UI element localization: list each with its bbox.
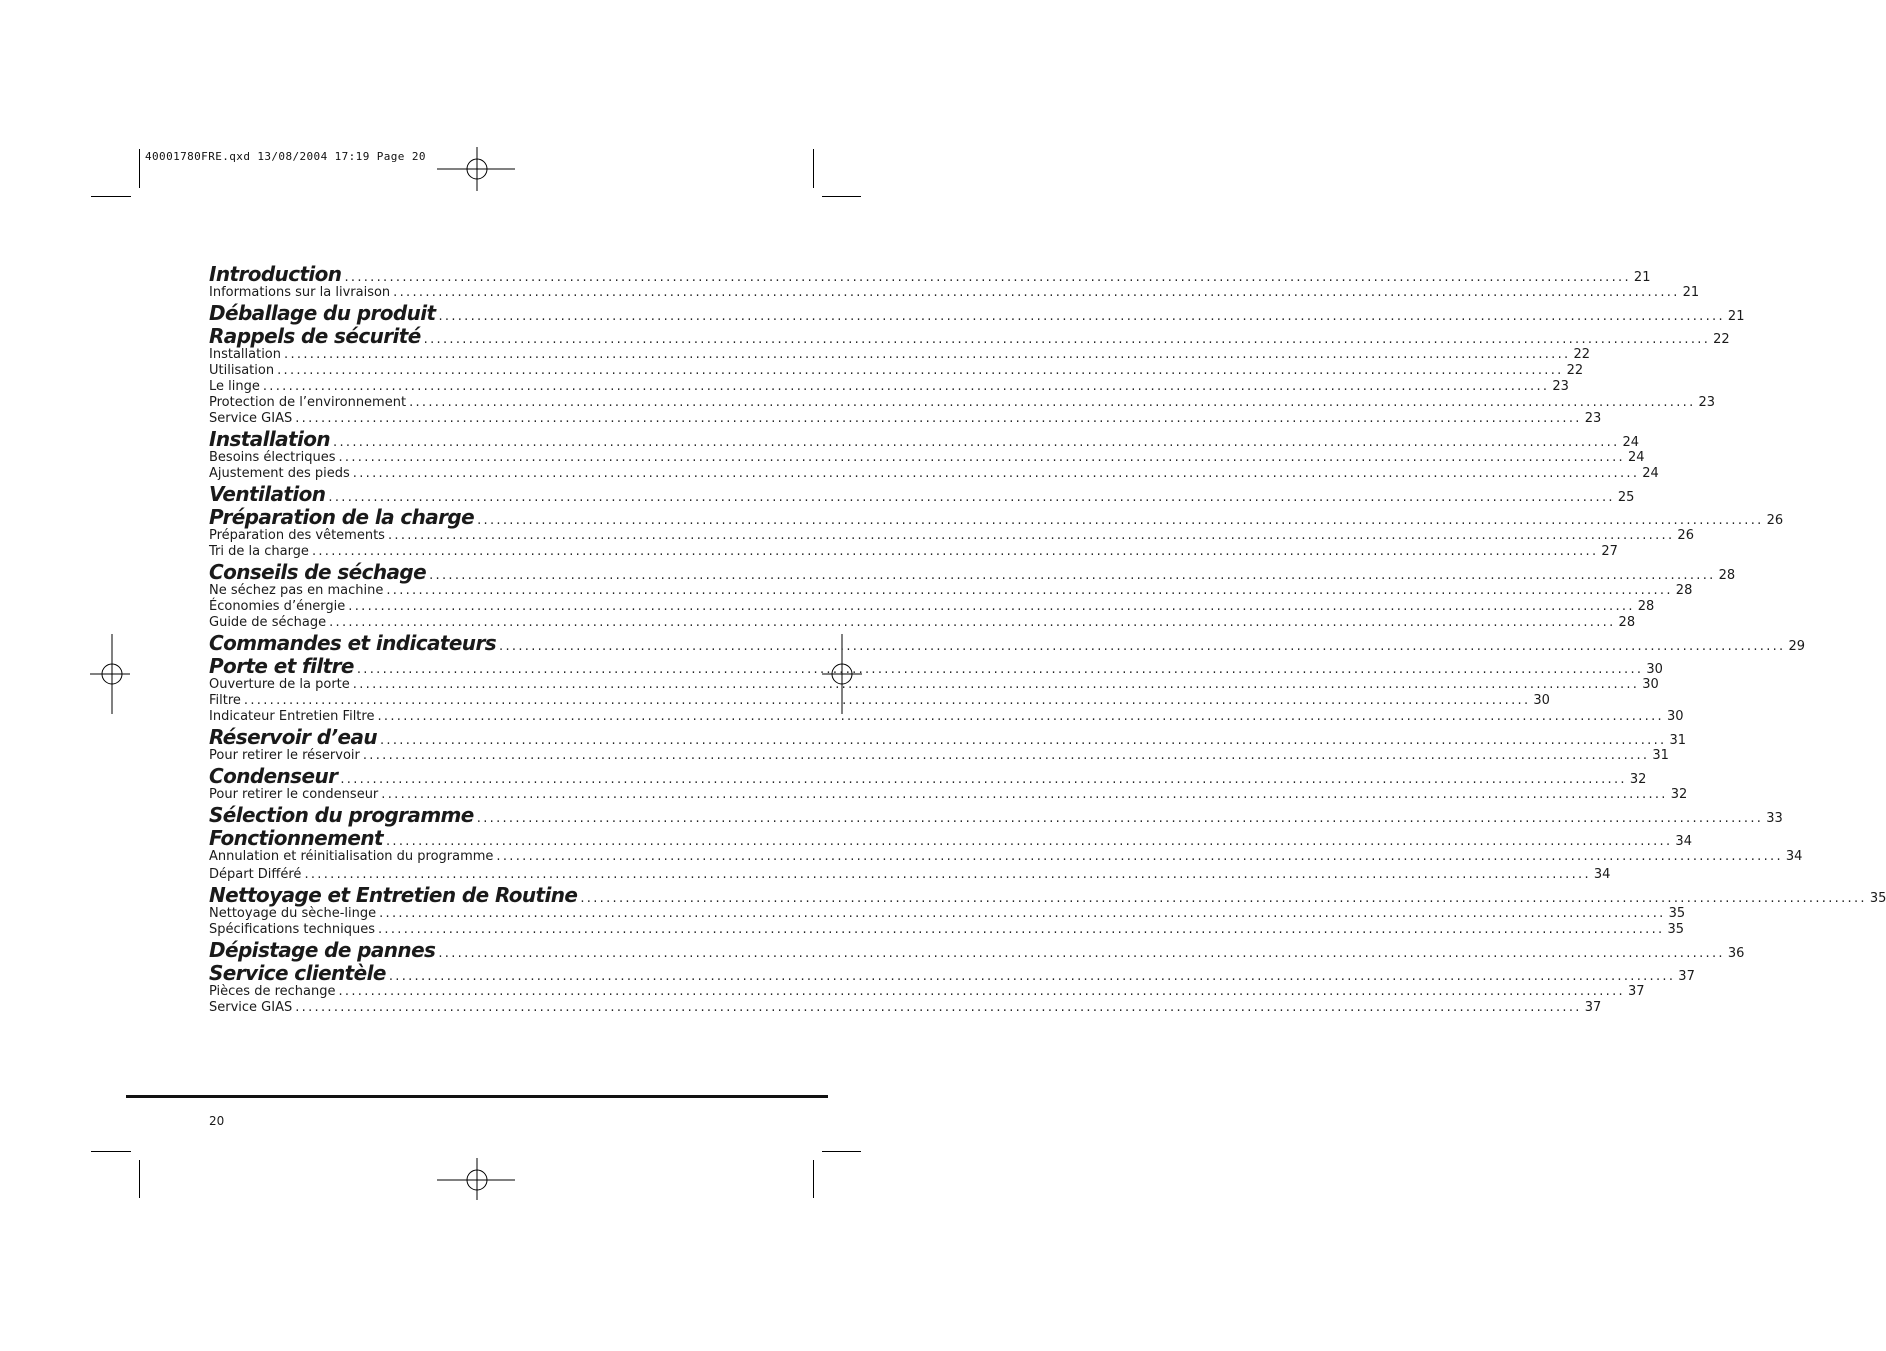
toc-subsection-entry: [209, 395, 1716, 411]
toc-entry-page: 30: [1642, 677, 1659, 692]
toc-dot-leader: ........................................................................................................................................................................................................: [386, 583, 1673, 598]
toc-dot-leader: ........................................................................................................................................................................................................: [352, 466, 1640, 481]
toc-dot-leader: ........................................................................................................................................................................................................: [243, 693, 1531, 708]
toc-entry-title: Indicateur Entretien Filtre: [209, 709, 375, 724]
toc-entry-title: Le linge: [209, 379, 260, 394]
toc-entry-title: Ventilation: [209, 482, 326, 506]
toc-entry-page: 31: [1652, 748, 1669, 763]
toc-dot-leader: ........................................................................................................................................................................................................: [277, 363, 1564, 378]
toc-entry-title: Pièces de rechange: [209, 984, 336, 999]
toc-entry-page: 28: [1618, 615, 1636, 630]
toc-entry-title: Introduction: [209, 262, 342, 286]
toc-section-entry: [209, 482, 1635, 506]
toc-entry-title: Sélection du programme: [209, 803, 474, 827]
toc-dot-leader: ........................................................................................................................................................................................................: [328, 490, 1615, 505]
crop-mark-top-right-horizontal: [822, 196, 861, 197]
toc-entry-title: Installation: [209, 347, 282, 362]
toc-entry-page: 24: [1627, 450, 1645, 465]
toc-entry-title: Réservoir d’eau: [209, 725, 377, 749]
toc-entry-page: 36: [1727, 946, 1745, 961]
toc-entry-page: 23: [1584, 411, 1602, 426]
toc-subsection-entry: [209, 867, 1611, 883]
toc-dot-leader: ........................................................................................................................................................................................................: [344, 270, 1631, 285]
toc-dot-leader: ........................................................................................................................................................................................................: [295, 411, 1582, 426]
toc-entry-page: 35: [1869, 891, 1886, 906]
toc-section-entry: [209, 427, 1640, 451]
toc-dot-leader: ........................................................................................................................................................................................................: [476, 811, 1764, 826]
toc-dot-leader: ........................................................................................................................................................................................................: [580, 891, 1867, 906]
toc-dot-leader: ........................................................................................................................................................................................................: [429, 568, 1716, 583]
toc-entry-title: Rappels de sécurité: [209, 324, 421, 348]
toc-entry-title: Fonctionnement: [209, 826, 383, 850]
toc-dot-leader: ........................................................................................................................................................................................................: [356, 662, 1644, 677]
toc-section-entry: [209, 560, 1736, 584]
toc-dot-leader: ........................................................................................................................................................................................................: [348, 599, 1635, 614]
toc-entry-title: Guide de séchage: [209, 615, 327, 630]
toc-entry-page: 32: [1670, 787, 1688, 802]
toc-dot-leader: ........................................................................................................................................................................................................: [496, 849, 1783, 864]
toc-dot-leader: ........................................................................................................................................................................................................: [438, 946, 1725, 961]
toc-dot-leader: ........................................................................................................................................................................................................: [438, 309, 1725, 324]
toc-entry-page: 30: [1666, 709, 1684, 724]
toc-subsection-entry: [209, 615, 1636, 631]
toc-entry-title: Filtre: [209, 693, 241, 708]
toc-entry-title: Installation: [209, 427, 331, 451]
toc-subsection-entry: [209, 906, 1686, 922]
toc-entry-page: 34: [1785, 849, 1803, 864]
toc-section-entry: [209, 803, 1783, 827]
crop-mark-top-right-vertical: [813, 149, 814, 188]
registration-mark-top-icon: [437, 147, 517, 191]
toc-section-entry: [209, 725, 1686, 749]
toc-entry-page: 28: [1637, 599, 1655, 614]
toc-section-entry: [209, 826, 1692, 850]
toc-entry-page: 24: [1622, 435, 1640, 450]
toc-entry-page: 26: [1766, 513, 1784, 528]
toc-entry-title: Dépistage de pannes: [209, 938, 436, 962]
toc-subsection-entry: [209, 528, 1694, 544]
toc-subsection-entry: [209, 450, 1645, 466]
toc-entry-title: Conseils de séchage: [209, 560, 427, 584]
crop-mark-top-left-horizontal: [91, 196, 131, 197]
toc-entry-title: Commandes et indicateurs: [209, 631, 497, 655]
toc-entry-title: Déballage du produit: [209, 301, 436, 325]
toc-subsection-entry: [209, 677, 1659, 693]
toc-entry-page: 35: [1667, 922, 1684, 937]
toc-entry-title: Protection de l’environnement: [209, 395, 407, 410]
toc-entry-title: Économies d’énergie: [209, 599, 346, 614]
toc-dot-leader: ........................................................................................................................................................................................................: [329, 615, 1616, 630]
toc-subsection-entry: [209, 379, 1569, 395]
toc-entry-page: 30: [1533, 693, 1550, 708]
toc-entry-title: Ouverture de la porte: [209, 677, 350, 692]
toc-entry-page: 34: [1593, 867, 1611, 882]
toc-entry-page: 37: [1584, 1000, 1602, 1015]
toc-subsection-entry: [209, 466, 1659, 482]
toc-dot-leader: ........................................................................................................................................................................................................: [379, 733, 1667, 748]
toc-section-entry: [209, 631, 1806, 655]
toc-section-entry: [209, 883, 1886, 907]
toc-subsection-entry: [209, 984, 1645, 1000]
toc-entry-page: 25: [1617, 490, 1635, 505]
crop-mark-bottom-right-vertical: [813, 1160, 814, 1198]
toc-entry-title: Nettoyage et Entretien de Routine: [209, 883, 578, 907]
toc-entry-title: Besoins électriques: [209, 450, 336, 465]
toc-entry-page: 22: [1566, 363, 1584, 378]
toc-dot-leader: ........................................................................................................................................................................................................: [379, 906, 1666, 921]
toc-entry-page: 23: [1698, 395, 1716, 410]
toc-entry-page: 37: [1678, 969, 1695, 984]
toc-dot-leader: ........................................................................................................................................................................................................: [385, 834, 1673, 849]
footer-rule: [126, 1095, 828, 1098]
toc-entry-page: 24: [1642, 466, 1659, 481]
toc-section-entry: [209, 654, 1663, 678]
toc-dot-leader: ........................................................................................................................................................................................................: [362, 748, 1650, 763]
toc-subsection-entry: [209, 599, 1655, 615]
toc-entry-page: 37: [1627, 984, 1645, 999]
table-of-contents: [209, 262, 1886, 1016]
page-number: 20: [209, 1114, 225, 1128]
toc-subsection-entry: [209, 748, 1669, 764]
toc-entry-title: Annulation et réinitialisation du programme: [209, 849, 494, 864]
toc-entry-page: 34: [1675, 834, 1692, 849]
toc-dot-leader: ........................................................................................................................................................................................................: [377, 709, 1664, 724]
toc-subsection-entry: [209, 709, 1684, 725]
toc-entry-title: Utilisation: [209, 363, 275, 378]
registration-mark-left-icon: [90, 634, 130, 714]
toc-entry-title: Tri de la charge: [209, 544, 309, 559]
print-slug-line: 40001780FRE.qxd 13/08/2004 17:19 Page 20: [145, 150, 426, 163]
toc-entry-page: 33: [1766, 811, 1783, 826]
toc-section-entry: [209, 301, 1745, 325]
toc-entry-title: Service GIAS: [209, 1000, 293, 1015]
toc-entry-title: Préparation des vêtements: [209, 528, 385, 543]
toc-entry-title: Préparation de la charge: [209, 505, 475, 529]
toc-dot-leader: ........................................................................................................................................................................................................: [340, 772, 1627, 787]
toc-dot-leader: ........................................................................................................................................................................................................: [311, 544, 1599, 559]
toc-entry-page: 22: [1573, 347, 1591, 362]
toc-dot-leader: ........................................................................................................................................................................................................: [338, 450, 1625, 465]
toc-dot-leader: ........................................................................................................................................................................................................: [338, 984, 1625, 999]
toc-subsection-entry: [209, 347, 1591, 363]
toc-section-entry: [209, 505, 1784, 529]
toc-entry-title: Nettoyage du sèche-linge: [209, 906, 377, 921]
toc-section-entry: [209, 764, 1647, 788]
toc-dot-leader: ........................................................................................................................................................................................................: [377, 922, 1665, 937]
crop-mark-bottom-right-horizontal: [822, 1151, 861, 1152]
toc-entry-title: Départ Différé: [209, 867, 302, 882]
toc-dot-leader: ........................................................................................................................................................................................................: [393, 285, 1680, 300]
toc-subsection-entry: [209, 363, 1584, 379]
toc-dot-leader: ........................................................................................................................................................................................................: [409, 395, 1696, 410]
toc-entry-page: 30: [1646, 662, 1663, 677]
toc-entry-title: Spécifications techniques: [209, 922, 375, 937]
toc-entry-page: 28: [1675, 583, 1693, 598]
toc-entry-page: 22: [1713, 332, 1730, 347]
toc-section-entry: [209, 938, 1745, 962]
toc-entry-page: 28: [1718, 568, 1736, 583]
toc-entry-title: Service clientèle: [209, 961, 386, 985]
toc-entry-title: Porte et filtre: [209, 654, 354, 678]
toc-entry-title: Ne séchez pas en machine: [209, 583, 384, 598]
toc-dot-leader: ........................................................................................................................................................................................................: [304, 867, 1591, 882]
crop-mark-bottom-left-horizontal: [91, 1151, 131, 1152]
crop-mark-top-left-vertical: [139, 149, 140, 188]
toc-section-entry: [209, 961, 1695, 985]
toc-dot-leader: ........................................................................................................................................................................................................: [387, 528, 1675, 543]
toc-entry-page: 26: [1677, 528, 1694, 543]
toc-subsection-entry: [209, 1000, 1602, 1016]
toc-entry-title: Informations sur la livraison: [209, 285, 391, 300]
registration-mark-bottom-icon: [437, 1158, 517, 1200]
toc-entry-page: 21: [1727, 309, 1745, 324]
toc-entry-page: 29: [1788, 639, 1806, 654]
toc-entry-page: 32: [1629, 772, 1647, 787]
toc-entry-page: 21: [1633, 270, 1651, 285]
toc-dot-leader: ........................................................................................................................................................................................................: [262, 379, 1550, 394]
toc-subsection-entry: [209, 544, 1618, 560]
toc-entry-page: 23: [1552, 379, 1569, 394]
toc-entry-title: Condenseur: [209, 764, 338, 788]
crop-mark-bottom-left-vertical: [139, 1160, 140, 1198]
toc-dot-leader: ........................................................................................................................................................................................................: [388, 969, 1676, 984]
toc-entry-title: Ajustement des pieds: [209, 466, 350, 481]
toc-entry-title: Pour retirer le condenseur: [209, 787, 379, 802]
toc-dot-leader: ........................................................................................................................................................................................................: [284, 347, 1571, 362]
toc-dot-leader: ........................................................................................................................................................................................................: [499, 639, 1786, 654]
toc-subsection-entry: [209, 787, 1688, 803]
toc-dot-leader: ........................................................................................................................................................................................................: [352, 677, 1640, 692]
toc-dot-leader: ........................................................................................................................................................................................................: [477, 513, 1764, 528]
toc-subsection-entry: [209, 849, 1803, 865]
toc-entry-page: 31: [1669, 733, 1686, 748]
toc-entry-page: 27: [1601, 544, 1618, 559]
toc-dot-leader: ........................................................................................................................................................................................................: [423, 332, 1711, 347]
toc-entry-page: 35: [1668, 906, 1686, 921]
toc-dot-leader: ........................................................................................................................................................................................................: [295, 1000, 1582, 1015]
toc-entry-title: Service GIAS: [209, 411, 293, 426]
toc-subsection-entry: [209, 411, 1602, 427]
toc-section-entry: [209, 262, 1651, 286]
toc-entry-title: Pour retirer le réservoir: [209, 748, 360, 763]
toc-section-entry: [209, 324, 1730, 348]
toc-subsection-entry: [209, 583, 1693, 599]
toc-dot-leader: ........................................................................................................................................................................................................: [381, 787, 1668, 802]
toc-entry-page: 21: [1682, 285, 1700, 300]
toc-subsection-entry: [209, 693, 1550, 709]
toc-subsection-entry: [209, 285, 1700, 301]
toc-dot-leader: ........................................................................................................................................................................................................: [333, 435, 1620, 450]
toc-subsection-entry: [209, 922, 1684, 938]
